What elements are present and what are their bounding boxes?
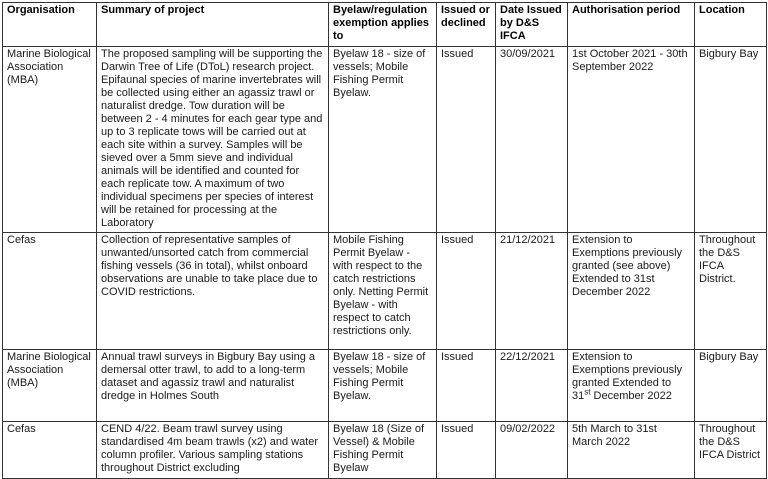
cell-status: Issued xyxy=(437,47,496,233)
summary-text: CEND 4/22. Beam trawl survey using standardised 4m beam trawls (x2) and water column profiler. Various sampling stations throughout District excluding xyxy=(101,423,319,474)
table-row xyxy=(3,350,767,422)
cell-organisation: Cefas xyxy=(3,233,97,350)
table-row xyxy=(3,233,767,350)
cell-period: 1st October 2021 - 30th September 2022 xyxy=(568,47,695,233)
cell-status: Issued xyxy=(437,233,496,350)
cell-date: 22/12/2021 xyxy=(496,350,568,422)
exemptions-table xyxy=(2,2,767,479)
summary-text: The proposed sampling will be supporting the Darwin Tree of Life (DToL) research project. Epifaunal species of marine invertebrates will be collected using either an agassiz trawl or naturalist dredge. Tow duration will be between 2 - 4 minutes for each gear type and up to 3 replicate tows will be carried out at each site within a survey. Samples will be sieved over a 5mm sieve and individual animals will be identified and counted for each replicate tow. A maximum of two individual specimens per species of interest will be retained for processing at the Laboratory xyxy=(101,48,323,229)
cell-location: Bigbury Bay xyxy=(695,350,767,422)
header-location: Location xyxy=(695,3,767,47)
cell-exemption xyxy=(329,422,437,479)
exemption-text: Byelaw 18 (Size of Vessel) & Mobile Fishing Permit Byelaw xyxy=(333,423,425,474)
table-row xyxy=(3,422,767,479)
cell-summary: Collection of representative samples of unwanted/unsorted catch from commercial fishing vessels (36 in total), whilst onboard observations are unable to take place due to COVID restrictions. xyxy=(97,233,329,350)
period-tail: December 2022 xyxy=(593,390,672,402)
cell-date: 30/09/2021 xyxy=(496,47,568,233)
cell-exemption: Byelaw 18 - size of vessels; Mobile Fishing Permit Byelaw. xyxy=(329,350,437,422)
cell-organisation: Marine Biological Association (MBA) xyxy=(3,47,97,233)
cell-status: Issued xyxy=(437,422,496,479)
header-date: Date Issued by D&S IFCA xyxy=(496,3,568,47)
location-text: Throughout the D&S IFCA District xyxy=(699,423,761,461)
header-exemption: Byelaw/regulation exemption applies to xyxy=(329,3,437,47)
cell-summary xyxy=(97,422,329,479)
cell-location: Throughout the D&S IFCA District. xyxy=(695,233,767,350)
cell-date: 09/02/2022 xyxy=(496,422,568,479)
cell-date: 21/12/2021 xyxy=(496,233,568,350)
cell-summary xyxy=(97,47,329,233)
cell-location xyxy=(695,422,767,479)
ordinal-suffix: st xyxy=(584,387,591,397)
period-text: Extension to Exemptions previously granted Extended to 31 xyxy=(572,351,683,402)
cell-exemption: Mobile Fishing Permit Byelaw - with respect to the catch restrictions only. Netting Permit Byelaw - with respect to catch restrictions only. xyxy=(329,233,437,350)
cell-period: Extension to Exemptions previously granted (see above) Extended to 31st December 2022 xyxy=(568,233,695,350)
cell-location: Bigbury Bay xyxy=(695,47,767,233)
cell-exemption: Byelaw 18 - size of vessels; Mobile Fishing Permit Byelaw. xyxy=(329,47,437,233)
cell-summary: Annual trawl surveys in Bigbury Bay using a demersal otter trawl, to add to a long-term dataset and agassiz trawl and naturalist dredge in Holmes South xyxy=(97,350,329,422)
header-summary: Summary of project xyxy=(97,3,329,47)
cell-organisation: Cefas xyxy=(3,422,97,479)
cell-period: 5th March to 31st March 2022 xyxy=(568,422,695,479)
header-period: Authorisation period xyxy=(568,3,695,47)
header-issued: Issued or declined xyxy=(437,3,496,47)
header-row xyxy=(3,3,767,47)
header-organisation: Organisation xyxy=(3,3,97,47)
table-row xyxy=(3,47,767,233)
cell-status: Issued xyxy=(437,350,496,422)
cell-period xyxy=(568,350,695,422)
cell-organisation: Marine Biological Association (MBA) xyxy=(3,350,97,422)
